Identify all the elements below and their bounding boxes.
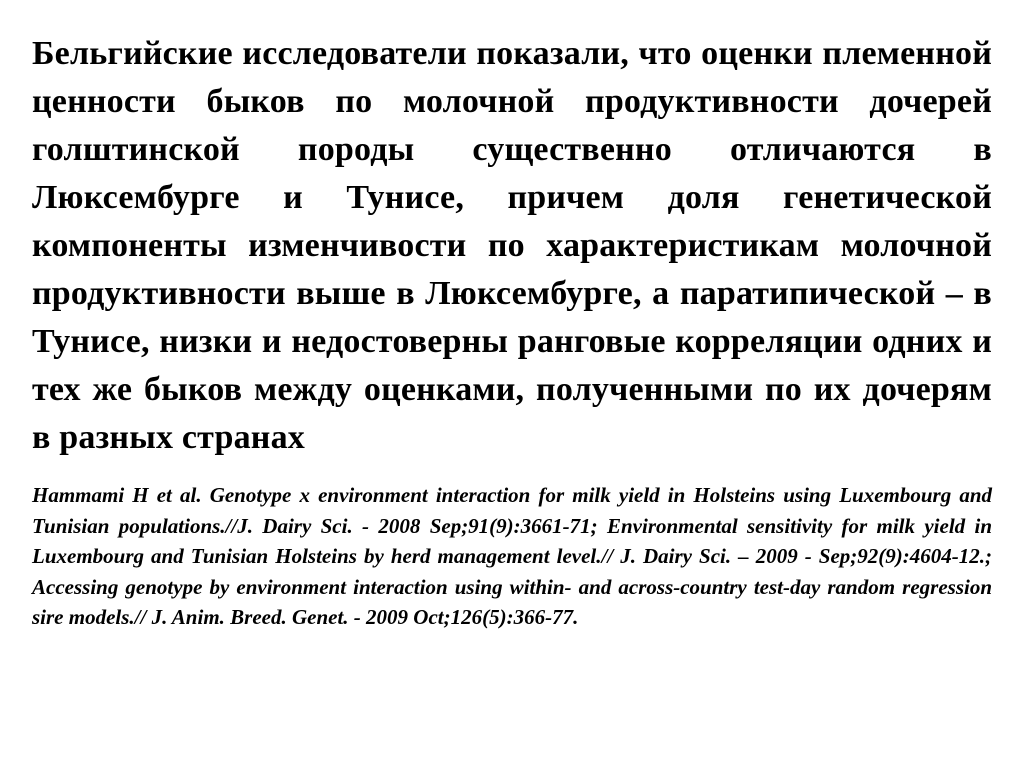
main-paragraph: Бельгийские исследователи показали, что оценки племенной ценности быков по молочной продуктивности дочерей голштинской породы существенно отличаются в Люксембурге и Тунисе, причем доля генетической компоненты изменчивости по характеристикам молочной продуктивности выше в Люксембурге, а паратипической – в Тунисе, низки и недостоверны ранговые корреляции одних и тех же быков между оценками, полученными по их дочерям в разных странах — [32, 35, 992, 456]
citation-references: Hammami H et al. Genotype x environment interaction for milk yield in Holsteins using Luxembourg and Tunisian populations.//J. Dairy Sci. - 2008 Sep;91(9):3661-71; Environmental sensitivity for milk yield in Luxembourg and Tunisian Holsteins by herd management level.// J. Dairy Sci. – 2009 - Sep;92(9):4604-12.; Accessing genotype by environment interaction using within- and across-country test-day random regression sire models.// J. Anim. Breed. Genet. - 2009 Oct;126(5):366-77. — [32, 483, 992, 629]
